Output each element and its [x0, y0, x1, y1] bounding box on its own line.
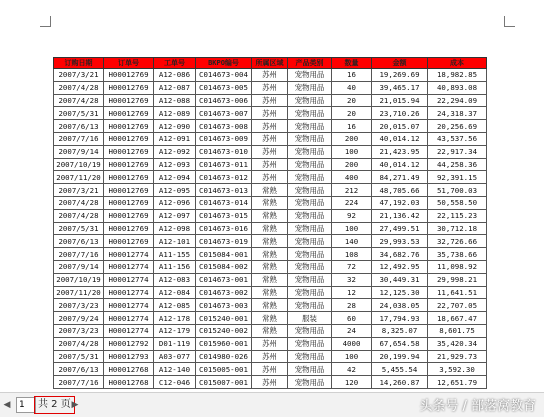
table-cell: D01-119	[154, 337, 196, 350]
table-row	[54, 145, 487, 158]
table-row	[54, 273, 487, 286]
table-cell: 常熟	[252, 312, 288, 325]
table-cell: 12,492.95	[372, 260, 428, 273]
table-cell: 35,738.66	[428, 248, 487, 261]
table-cell: 宠物用品	[288, 235, 332, 248]
table-cell: C014673-010	[196, 145, 252, 158]
table-cell: 苏州	[252, 350, 288, 363]
table-cell: C014673-008	[196, 120, 252, 133]
table-cell: 苏州	[252, 171, 288, 184]
table-cell: 21,423.95	[372, 145, 428, 158]
table-cell: 常熟	[252, 196, 288, 209]
table-cell: 常熟	[252, 248, 288, 261]
table-cell: A12-098	[154, 222, 196, 235]
table-cell: 宠物用品	[288, 273, 332, 286]
page-count-label: 共 2 页	[34, 396, 75, 414]
table-cell: H00012774	[104, 248, 154, 261]
table-cell: 常熟	[252, 222, 288, 235]
table-cell: 39,465.17	[372, 81, 428, 94]
table-cell: 2007/3/21	[54, 184, 104, 197]
table-cell: 2007/7/16	[54, 376, 104, 389]
table-cell: 2007/7/16	[54, 132, 104, 145]
table-cell: 35,420.34	[428, 337, 487, 350]
table-cell: 212	[332, 184, 372, 197]
table-cell: A12-083	[154, 273, 196, 286]
table-cell: 苏州	[252, 132, 288, 145]
table-cell: 23,710.26	[372, 107, 428, 120]
table-row	[54, 350, 487, 363]
table-cell: 2007/6/13	[54, 363, 104, 376]
table-cell: A12-093	[154, 158, 196, 171]
table-cell: A12-178	[154, 312, 196, 325]
table-cell: 32,726.66	[428, 235, 487, 248]
table-cell: 22,294.09	[428, 94, 487, 107]
table-cell: 常熟	[252, 235, 288, 248]
table-cell: 200	[332, 132, 372, 145]
table-cell: 4000	[332, 337, 372, 350]
table-cell: 宠物用品	[288, 363, 332, 376]
table-cell: 2007/9/14	[54, 145, 104, 158]
table-cell: 苏州	[252, 120, 288, 133]
table-cell: 苏州	[252, 94, 288, 107]
table-cell: A12-096	[154, 196, 196, 209]
table-cell: A12-092	[154, 145, 196, 158]
table-cell: 2007/5/31	[54, 107, 104, 120]
table-cell: 28	[332, 299, 372, 312]
table-cell: H00012769	[104, 107, 154, 120]
table-cell: 17,794.93	[372, 312, 428, 325]
table-cell: C015960-001	[196, 337, 252, 350]
table-cell: 宠物用品	[288, 107, 332, 120]
table-cell: H00012768	[104, 363, 154, 376]
table-cell: C014673-011	[196, 158, 252, 171]
table-row	[54, 337, 487, 350]
table-cell: 27,499.51	[372, 222, 428, 235]
column-header: 成本	[428, 58, 487, 69]
table-cell: H00012774	[104, 260, 154, 273]
table-cell: C014673-001	[196, 273, 252, 286]
table-row	[54, 132, 487, 145]
table-cell: 宠物用品	[288, 81, 332, 94]
table-cell: A12-090	[154, 120, 196, 133]
table-cell: 140	[332, 235, 372, 248]
table-row	[54, 120, 487, 133]
table-cell: 2007/7/16	[54, 248, 104, 261]
table-cell: 2007/9/24	[54, 312, 104, 325]
table-cell: 100	[332, 350, 372, 363]
table-cell: 2007/4/28	[54, 209, 104, 222]
table-cell: 2007/4/28	[54, 196, 104, 209]
table-cell: 2007/10/19	[54, 273, 104, 286]
table-cell: C015005-001	[196, 363, 252, 376]
column-header: 数量	[332, 58, 372, 69]
table-cell: C12-046	[154, 376, 196, 389]
table-cell: H00012769	[104, 158, 154, 171]
table-cell: 40,893.08	[428, 81, 487, 94]
table-cell: A12-084	[154, 286, 196, 299]
table-cell: 11,098.92	[428, 260, 487, 273]
column-header: 工单号	[154, 58, 196, 69]
table-cell: C014673-006	[196, 94, 252, 107]
table-row	[54, 196, 487, 209]
table-cell: 21,136.42	[372, 209, 428, 222]
table-cell: 42	[332, 363, 372, 376]
table-cell: 22,115.23	[428, 209, 487, 222]
table-cell: A12-179	[154, 324, 196, 337]
table-cell: H00012774	[104, 312, 154, 325]
table-cell: H00012768	[104, 376, 154, 389]
table-cell: 2007/6/13	[54, 120, 104, 133]
table-cell: 苏州	[252, 69, 288, 82]
table-cell: H00012769	[104, 222, 154, 235]
table-cell: 34,682.76	[372, 248, 428, 261]
table-cell: 5,455.54	[372, 363, 428, 376]
table-cell: 48,705.66	[372, 184, 428, 197]
table-cell: C014673-013	[196, 184, 252, 197]
table-cell: H00012769	[104, 120, 154, 133]
table-cell: 2007/4/28	[54, 94, 104, 107]
table-row	[54, 81, 487, 94]
table-cell: 32	[332, 273, 372, 286]
column-header: 订购日期	[54, 58, 104, 69]
table-cell: 常熟	[252, 273, 288, 286]
table-cell: A12-087	[154, 81, 196, 94]
table-row	[54, 184, 487, 197]
table-cell: 2007/5/31	[54, 222, 104, 235]
table-cell: A12-085	[154, 299, 196, 312]
table-row	[54, 248, 487, 261]
table-cell: 2007/4/28	[54, 81, 104, 94]
table-cell: 224	[332, 196, 372, 209]
table-cell: 2007/10/19	[54, 158, 104, 171]
table-cell: 常熟	[252, 209, 288, 222]
table-cell: 11,641.51	[428, 286, 487, 299]
table-cell: 2007/11/20	[54, 286, 104, 299]
table-cell: 50,558.50	[428, 196, 487, 209]
table-row	[54, 260, 487, 273]
table-cell: 2007/9/14	[54, 260, 104, 273]
table-cell: 宠物用品	[288, 286, 332, 299]
table-cell: C014673-005	[196, 81, 252, 94]
table-cell: A12-086	[154, 69, 196, 82]
table-cell: 44,258.36	[428, 158, 487, 171]
table-cell: A12-091	[154, 132, 196, 145]
table-cell: H00012769	[104, 209, 154, 222]
page-number-input[interactable]: 1	[16, 397, 36, 413]
table-cell: 22,707.05	[428, 299, 487, 312]
table-cell: A03-077	[154, 350, 196, 363]
table-cell: 14,260.87	[372, 376, 428, 389]
table-cell: 宠物用品	[288, 158, 332, 171]
table-cell: 2007/5/31	[54, 350, 104, 363]
table-cell: 51,700.03	[428, 184, 487, 197]
table-cell: 2007/11/20	[54, 171, 104, 184]
table-cell: 宠物用品	[288, 222, 332, 235]
table-cell: H00012774	[104, 273, 154, 286]
table-cell: 18,982.85	[428, 69, 487, 82]
table-cell: C014673-003	[196, 299, 252, 312]
table-cell: 服装	[288, 312, 332, 325]
table-row	[54, 376, 487, 389]
table-cell: H00012774	[104, 299, 154, 312]
watermark-text: 头条号 / 部落窝教育	[419, 399, 536, 414]
table-row	[54, 312, 487, 325]
table-cell: C015240-002	[196, 324, 252, 337]
table-cell: 8,601.75	[428, 324, 487, 337]
table-cell: 宠物用品	[288, 376, 332, 389]
table-cell: A12-088	[154, 94, 196, 107]
table-cell: 苏州	[252, 145, 288, 158]
table-cell: C014673-019	[196, 235, 252, 248]
table-row	[54, 171, 487, 184]
table-cell: 2007/3/23	[54, 299, 104, 312]
table-cell: C014673-012	[196, 171, 252, 184]
table-row	[54, 299, 487, 312]
table-cell: 宠物用品	[288, 337, 332, 350]
table-row	[54, 222, 487, 235]
table-cell: 宠物用品	[288, 69, 332, 82]
table-cell: A11-156	[154, 260, 196, 273]
table-row	[54, 363, 487, 376]
table-cell: 宠物用品	[288, 299, 332, 312]
table-cell: H00012769	[104, 94, 154, 107]
table-cell: 苏州	[252, 337, 288, 350]
table-cell: 84,271.49	[372, 171, 428, 184]
table-cell: H00012769	[104, 81, 154, 94]
table-cell: C014673-007	[196, 107, 252, 120]
table-cell: H00012769	[104, 132, 154, 145]
table-cell: 12,651.79	[428, 376, 487, 389]
table-row	[54, 286, 487, 299]
table-cell: 宠物用品	[288, 184, 332, 197]
column-header: 产品类别	[288, 58, 332, 69]
table-cell: 12	[332, 286, 372, 299]
table-cell: 12,125.30	[372, 286, 428, 299]
table-cell: 47,192.03	[372, 196, 428, 209]
table-cell: 22,917.34	[428, 145, 487, 158]
table-row	[54, 94, 487, 107]
table-cell: 苏州	[252, 363, 288, 376]
table-cell: C014673-002	[196, 286, 252, 299]
table-cell: 16	[332, 120, 372, 133]
header-row	[54, 58, 487, 69]
table-cell: 120	[332, 376, 372, 389]
table-cell: 20,199.94	[372, 350, 428, 363]
table-cell: 常熟	[252, 260, 288, 273]
table-row	[54, 107, 487, 120]
table-cell: 2007/3/23	[54, 324, 104, 337]
table-cell: A12-094	[154, 171, 196, 184]
table-cell: C015084-002	[196, 260, 252, 273]
table-cell: 3,592.30	[428, 363, 487, 376]
table-cell: C01467З-004	[196, 69, 252, 82]
table-cell: 宠物用品	[288, 324, 332, 337]
table-cell: 19,269.69	[372, 69, 428, 82]
table-cell: 常熟	[252, 299, 288, 312]
table-cell: 60	[332, 312, 372, 325]
table-row	[54, 235, 487, 248]
table-cell: 16	[332, 69, 372, 82]
table-cell: 宠物用品	[288, 145, 332, 158]
table-cell: 20	[332, 107, 372, 120]
table-cell: C014673-015	[196, 209, 252, 222]
table-row	[54, 324, 487, 337]
table-cell: 宠物用品	[288, 132, 332, 145]
table-cell: 2007/4/28	[54, 337, 104, 350]
table-cell: 29,993.53	[372, 235, 428, 248]
table-cell: A12-101	[154, 235, 196, 248]
table-cell: H00012769	[104, 184, 154, 197]
table-cell: 常熟	[252, 184, 288, 197]
table-cell: H00012774	[104, 286, 154, 299]
table-cell: 24,038.05	[372, 299, 428, 312]
table-cell: 常熟	[252, 324, 288, 337]
table-cell: 21,015.94	[372, 94, 428, 107]
table-row	[54, 69, 487, 82]
table-cell: H00012769	[104, 196, 154, 209]
table-cell: 24	[332, 324, 372, 337]
table-cell: C014980-026	[196, 350, 252, 363]
table-cell: 100	[332, 222, 372, 235]
table-cell: 29,998.21	[428, 273, 487, 286]
table-cell: H00012769	[104, 69, 154, 82]
table-cell: 苏州	[252, 107, 288, 120]
crop-mark-top-right	[504, 16, 515, 27]
table-cell: 宠物用品	[288, 171, 332, 184]
table-cell: 宠物用品	[288, 196, 332, 209]
table-cell: 20,015.07	[372, 120, 428, 133]
table-cell: C015084-001	[196, 248, 252, 261]
table-cell: A12-097	[154, 209, 196, 222]
table-cell: 宠物用品	[288, 260, 332, 273]
table-cell: 200	[332, 158, 372, 171]
table-cell: 宠物用品	[288, 209, 332, 222]
column-header: BKPO编号	[196, 58, 252, 69]
table-cell: C014673-009	[196, 132, 252, 145]
table-cell: 92	[332, 209, 372, 222]
table-cell: A12-140	[154, 363, 196, 376]
table-cell: A12-089	[154, 107, 196, 120]
table-cell: 宠物用品	[288, 350, 332, 363]
table-cell: A11-155	[154, 248, 196, 261]
table-row	[54, 209, 487, 222]
table-cell: 2007/3/21	[54, 69, 104, 82]
table-header	[54, 58, 487, 69]
column-header: 订单号	[104, 58, 154, 69]
table-cell: 18,667.47	[428, 312, 487, 325]
table-cell: 苏州	[252, 158, 288, 171]
table-cell: 67,654.58	[372, 337, 428, 350]
table-cell: 43,537.56	[428, 132, 487, 145]
table-cell: 40	[332, 81, 372, 94]
table-cell: 21,929.73	[428, 350, 487, 363]
table-cell: 24,318.37	[428, 107, 487, 120]
table-cell: 宠物用品	[288, 248, 332, 261]
table-cell: 苏州	[252, 81, 288, 94]
table-cell: C014673-014	[196, 196, 252, 209]
table-cell: 72	[332, 260, 372, 273]
table-cell: H00012769	[104, 145, 154, 158]
table-cell: 40,014.12	[372, 158, 428, 171]
table-cell: H00012792	[104, 337, 154, 350]
crop-mark-top-left	[40, 16, 51, 27]
table-cell: 宠物用品	[288, 120, 332, 133]
table-cell: 40,014.12	[372, 132, 428, 145]
table-cell: C014673-016	[196, 222, 252, 235]
prev-page-arrow-icon[interactable]: ◀	[3, 400, 11, 410]
table-cell: 苏州	[252, 376, 288, 389]
column-header: 所属区域	[252, 58, 288, 69]
table-cell: 30,712.18	[428, 222, 487, 235]
table-row	[54, 158, 487, 171]
next-page-arrow-icon[interactable]: ▶	[71, 400, 79, 410]
table-cell: 常熟	[252, 286, 288, 299]
table-cell: 2007/6/13	[54, 235, 104, 248]
table-cell: 108	[332, 248, 372, 261]
table-cell: 400	[332, 171, 372, 184]
table-cell: 20	[332, 94, 372, 107]
table-cell: 92,391.15	[428, 171, 487, 184]
table-cell: 20,256.69	[428, 120, 487, 133]
table-cell: 宠物用品	[288, 94, 332, 107]
table-cell: H00012774	[104, 324, 154, 337]
table-cell: H00012769	[104, 235, 154, 248]
table-cell: C015007-001	[196, 376, 252, 389]
table-cell: H00012769	[104, 171, 154, 184]
table-cell: 100	[332, 145, 372, 158]
table-cell: H00012793	[104, 350, 154, 363]
table-cell: C015240-001	[196, 312, 252, 325]
table-cell: A12-095	[154, 184, 196, 197]
table-cell: 8,325.07	[372, 324, 428, 337]
column-header: 金额	[372, 58, 428, 69]
table-body	[54, 69, 487, 389]
table-cell: 30,449.31	[372, 273, 428, 286]
data-table	[53, 57, 487, 389]
